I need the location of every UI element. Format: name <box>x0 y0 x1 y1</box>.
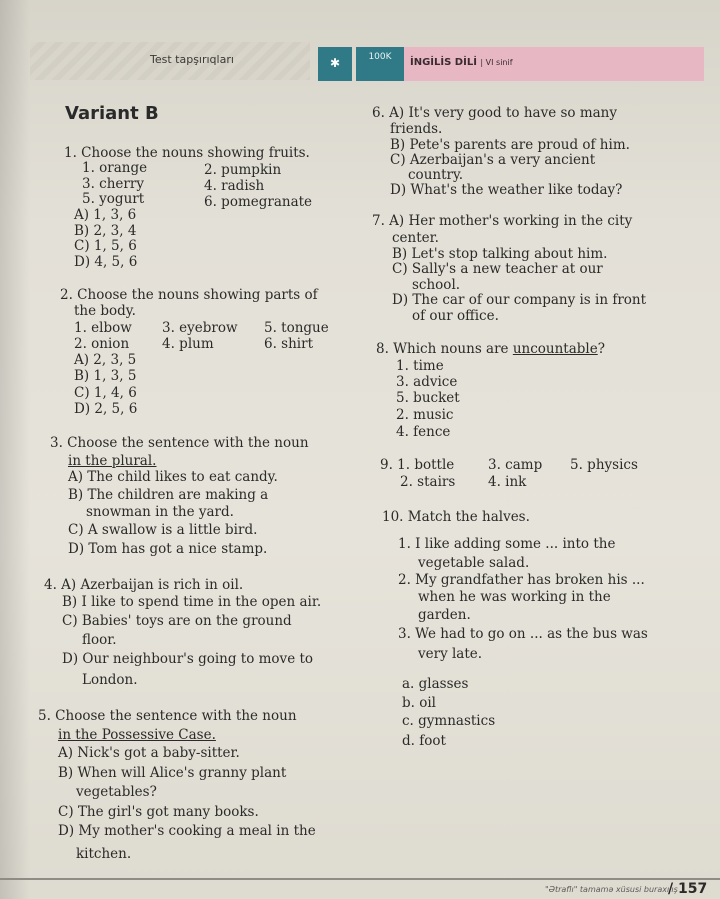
match-item-2: 2. My grandfather has broken his ... <box>398 572 645 588</box>
option: 2. stairs <box>400 474 456 490</box>
option: 4. fence <box>396 424 451 440</box>
answer-c-cont: floor. <box>82 632 117 648</box>
answer-d: D) Our neighbour's going to move to <box>62 651 314 667</box>
answer-b-cont: vegetables? <box>76 784 157 800</box>
match-option-b: b. oil <box>402 695 436 711</box>
answer-d: D) What's the weather like today? <box>390 182 623 198</box>
answer-d: D) Tom has got a nice stamp. <box>68 541 268 557</box>
answer-c: C) The girl's got many books. <box>58 804 259 820</box>
answer-d: D) 4, 5, 6 <box>74 254 138 270</box>
answer-d-cont: kitchen. <box>76 846 132 862</box>
question-6: 6. A) It's very good to have so many <box>372 105 617 121</box>
answer-c: C) Azerbaijan's a very ancient <box>390 152 596 168</box>
answer-c: C) A swallow is a little bird. <box>68 522 258 538</box>
answer-d: D) 2, 5, 6 <box>74 401 138 417</box>
answer-c: C) 1, 5, 6 <box>74 238 137 254</box>
match-item-2-cont: garden. <box>418 607 471 623</box>
badge: 100K <box>356 47 404 81</box>
option: 4. ink <box>488 474 527 490</box>
option: 6. pomegranate <box>204 194 313 210</box>
question-2: 2. Choose the nouns showing parts of <box>60 287 318 303</box>
option: 3. camp <box>488 457 543 473</box>
question-1: 1. Choose the nouns showing fruits. <box>64 145 310 161</box>
answer-c-cont: country. <box>408 167 464 183</box>
answer-d-cont: of our office. <box>412 308 499 324</box>
ornament-icon: ✱ <box>318 47 352 81</box>
option: 4. radish <box>204 178 265 194</box>
match-item-3: 3. We had to go on ... as the bus was <box>398 626 648 642</box>
answer-d: D) The car of our company is in front <box>392 292 647 308</box>
option: 2. music <box>396 407 454 423</box>
answer-b: B) I like to spend time in the open air. <box>62 594 322 610</box>
question-2-cont: the body. <box>74 303 136 319</box>
answer-a: A) The child likes to eat candy. <box>68 469 278 485</box>
answer-a: A) 2, 3, 5 <box>74 352 137 368</box>
answer-a: A) 1, 3, 6 <box>74 207 137 223</box>
match-option-c: c. gymnastics <box>402 713 496 729</box>
question-5-cont: in the Possessive Case. <box>58 727 216 743</box>
option: 5. physics <box>570 457 638 473</box>
subject-title: İNGİLİS DİLİ | VI sinif <box>410 57 513 68</box>
match-item-2-cont: when he was working in the <box>418 589 611 605</box>
answer-b: B) The children are making a <box>68 487 269 503</box>
match-item-1-cont: vegetable salad. <box>418 555 530 571</box>
match-option-d: d. foot <box>402 733 446 749</box>
answer-b: B) When will Alice's granny plant <box>58 765 287 781</box>
option: 3. cherry <box>82 176 144 192</box>
option: 2. onion <box>74 336 130 352</box>
option: 3. eyebrow <box>162 320 238 336</box>
answer-c: C) Sally's a new teacher at our <box>392 261 603 277</box>
answer-b: B) Pete's parents are proud of him. <box>390 137 630 153</box>
answer-c-cont: school. <box>412 277 461 293</box>
answer-b: B) Let's stop talking about him. <box>392 246 608 262</box>
question-8: 8. Which nouns are uncountable? <box>376 341 605 357</box>
option: 5. yogurt <box>82 191 145 207</box>
book-title: Test tapşırıqları <box>150 53 234 66</box>
match-item-3-cont: very late. <box>418 646 483 662</box>
answer-d: D) My mother's cooking a meal in the <box>58 823 316 839</box>
answer-d-cont: London. <box>82 672 138 688</box>
option: 3. advice <box>396 374 458 390</box>
option: 1. orange <box>82 160 148 176</box>
option: 5. tongue <box>264 320 329 336</box>
page-shadow <box>0 0 30 899</box>
answer-a: A) Nick's got a baby-sitter. <box>58 745 240 761</box>
option: 4. plum <box>162 336 214 352</box>
question-7: 7. A) Her mother's working in the city <box>372 213 633 229</box>
answer-b: B) 1, 3, 5 <box>74 368 137 384</box>
page-number: / 157 <box>668 881 708 897</box>
question-3: 3. Choose the sentence with the noun <box>50 435 309 451</box>
question-4: 4. A) Azerbaijan is rich in oil. <box>44 577 244 593</box>
variant-title: Variant B <box>65 103 159 124</box>
answer-a-cont: friends. <box>390 121 443 137</box>
answer-a-cont: center. <box>392 230 439 246</box>
question-5: 5. Choose the sentence with the noun <box>38 708 297 724</box>
option: 2. pumpkin <box>204 162 282 178</box>
match-item-1: 1. I like adding some ... into the <box>398 536 616 552</box>
answer-c: C) Babies' toys are on the ground <box>62 613 292 629</box>
question-3-cont: in the plural. <box>68 453 157 469</box>
question-9: 9. 1. bottle <box>380 457 455 473</box>
option: 6. shirt <box>264 336 313 352</box>
option: 1. elbow <box>74 320 132 336</box>
option: 1. time <box>396 358 444 374</box>
option: 5. bucket <box>396 390 460 406</box>
answer-b: B) 2, 3, 4 <box>74 223 137 239</box>
match-option-a: a. glasses <box>402 676 469 692</box>
question-10: 10. Match the halves. <box>382 509 530 525</box>
answer-c: C) 1, 4, 6 <box>74 385 137 401</box>
footer-text: "Ətraflı" tamamə xüsusi buraxılış <box>545 885 678 894</box>
footer-divider <box>0 878 720 880</box>
answer-b-cont: snowman in the yard. <box>86 504 234 520</box>
